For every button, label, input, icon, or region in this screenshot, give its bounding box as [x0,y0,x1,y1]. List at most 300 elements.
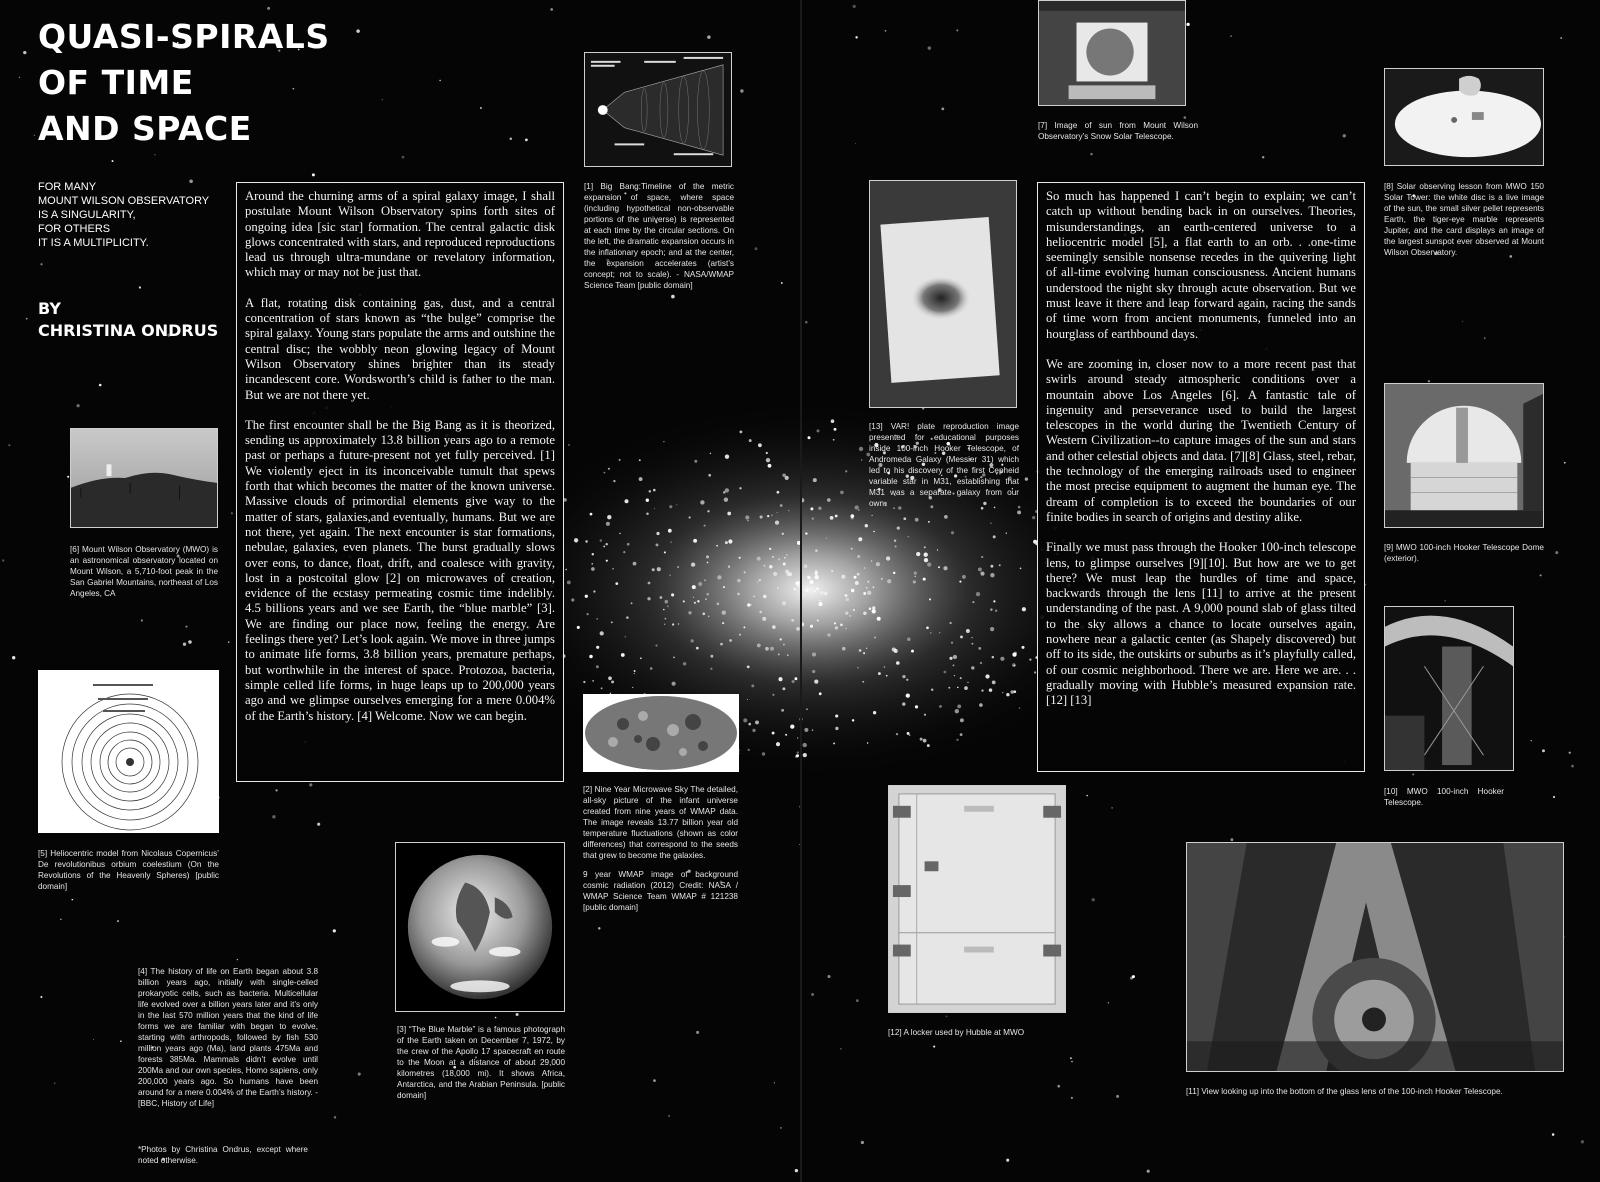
galaxy-star [763,595,766,598]
galaxy-star [773,572,777,576]
galaxy-star [782,601,786,605]
title-line: OF TIME [38,63,194,102]
galaxy-star [846,598,850,602]
galaxy-star [916,552,920,556]
galaxy-star [700,500,704,504]
galaxy-star [758,443,762,447]
galaxy-star [781,709,784,712]
galaxy-star [745,515,749,519]
galaxy-star [783,563,786,566]
andromeda-plate-image [869,180,1017,408]
galaxy-star [793,588,796,591]
galaxy-star [881,578,883,580]
galaxy-star [923,739,927,743]
galaxy-star [990,573,994,577]
galaxy-star [814,679,818,683]
hooker-telescope-image [1384,606,1514,771]
galaxy-star [585,595,588,598]
star [1571,765,1574,768]
galaxy-star [908,536,910,538]
galaxy-star [992,656,995,659]
galaxy-star [707,510,709,512]
galaxy-star [869,607,872,610]
galaxy-star [646,499,649,502]
galaxy-star [704,579,706,581]
galaxy-star [981,689,983,691]
galaxy-star [859,447,863,451]
galaxy-star [663,441,664,442]
paragraph: Finally we must pass through the Hooker 100-inch telescope lens, to glimpse ourselves [9][10]. But how are we to get there? We must leap the hurdles of time and space, backwards through the lens [11] to arrive at the present understanding of the past. A 9,000 pound slab of glass tilted to the sky allows a chance to locate ourselves again, nowhere near a galactic center (as Shapely discovered) but off to its side, the outskirts or suburbs as it’s playfully called, of our cosmic neighborhood. There we are. Here we are. . . gradually moving with Hubble’s measured expansion rate.[12] [13] [1046,540,1356,708]
caption-hubble-locker [888,1027,1066,1038]
star [941,108,944,111]
galaxy-star [826,538,827,539]
galaxy-star [723,586,725,588]
galaxy-star [728,539,732,543]
galaxy-star [604,472,606,474]
caption-hooker-telescope [1384,786,1504,808]
galaxy-star [772,556,774,558]
star [141,619,143,621]
galaxy-star [927,744,930,747]
galaxy-star [849,615,851,617]
galaxy-star [852,719,854,721]
galaxy-star [971,643,973,645]
galaxy-star [571,598,574,601]
galaxy-star [876,562,880,566]
galaxy-star [601,687,603,689]
galaxy-star [697,600,699,602]
star [1132,975,1135,978]
star [1090,153,1092,155]
galaxy-star [841,575,845,579]
galaxy-star [818,602,822,606]
galaxy-star [780,504,783,507]
galaxy-star [631,602,633,604]
galaxy-star [791,619,794,622]
star [855,143,856,144]
galaxy-star [757,643,761,647]
galaxy-star [993,600,995,602]
galaxy-star [724,498,728,502]
galaxy-star [648,582,651,585]
star [312,173,315,176]
galaxy-star [777,588,778,589]
galaxy-star [937,549,938,550]
galaxy-star [980,662,982,664]
galaxy-star [776,742,780,746]
galaxy-star [633,562,637,566]
galaxy-star [929,598,931,600]
galaxy-star [634,670,636,672]
paragraph: Around the churning arms of a spiral galaxy image, I shall postulate Mount Wilson Observatory spins forth sites of ongoing idea [sic star] formation. The central galactic disk glows concentrated with stars, and reproduced reproductions lead us through ultra-mundane or revelatory information, which may or may not be just that. [245,189,555,280]
galaxy-star [906,679,908,681]
galaxy-star [585,540,587,542]
galaxy-star [782,474,785,477]
star [797,751,799,753]
galaxy-star [817,619,819,621]
galaxy-star [824,592,828,596]
star [1184,116,1187,119]
caption-text: [5] Heliocentric model from Nicolaus Copernicus’ De revolutionibus orbium coelestium (On the Revolutions of the Heavenly Spheres) [public domain] [38,849,219,891]
star [1057,1085,1060,1088]
star [598,927,600,929]
star [154,154,155,155]
title-line: AND SPACE [38,109,252,148]
galaxy-star [813,478,817,482]
star [1230,838,1233,841]
star [267,7,270,10]
galaxy-star [567,580,571,584]
caption-andromeda-plate [869,421,1019,509]
star [356,29,360,33]
galaxy-star [827,498,831,502]
star [1262,156,1264,158]
galaxy-star [1022,607,1026,611]
galaxy-star [772,732,775,735]
star [774,1082,775,1083]
galaxy-star [820,591,823,594]
galaxy-star [873,711,876,714]
star [885,30,887,32]
galaxy-star [739,634,741,636]
galaxy-star [951,642,953,644]
tagline-line: FOR MANY [38,181,97,193]
galaxy-star [780,638,782,640]
tagline-line: IS A SINGULARITY, [38,209,136,221]
galaxy-star [794,677,797,680]
galaxy-star [646,512,649,515]
galaxy-star [957,687,959,689]
galaxy-star [683,662,686,665]
galaxy-star [769,548,771,550]
galaxy-star [924,546,926,548]
galaxy-star [759,611,762,614]
article-tagline [38,180,238,250]
galaxy-star [775,521,779,525]
galaxy-star [729,639,732,642]
galaxy-star [778,558,780,560]
galaxy-star [589,655,593,659]
galaxy-star [753,596,755,598]
star [1147,1170,1150,1173]
galaxy-star [1020,568,1022,570]
star [19,77,20,78]
galaxy-star [751,684,754,687]
star [1111,807,1113,809]
star [1555,551,1558,554]
caption-text: [13] VAR! plate reproduction image presented for educational purposes inside 100-inch Hooker Telescope, of Andromeda Galaxy (Messier 31) which led to his discovery of the first Cepheid variable star in M31, establishing that M31 was a separate galaxy from our own. [869,422,1019,508]
caption-history-of-life [138,966,318,1109]
galaxy-star [688,611,691,614]
star [23,51,26,54]
galaxy-star [711,655,714,658]
galaxy-star [626,616,629,619]
right-body-text [1037,182,1365,772]
galaxy-star [1014,665,1015,666]
caption-wmap [583,784,738,913]
galaxy-star [1034,671,1036,673]
star [811,993,814,996]
caption-text: [1] Big Bang:Timeline of the metric expansion of space, where space (including hypothetical non-observable portions of the universe) is represented at each time by the circular sections. On the left, the dramatic expansion occurs in the inflationary epoch; and at the center, the expansion accelerates (artist’s concept; not to scale). - NASA/WMAP Science Team [public domain] [584,182,734,290]
galaxy-star [720,643,723,646]
galaxy-star [851,548,853,550]
star [1542,749,1545,752]
galaxy-star [606,560,608,562]
galaxy-star [706,555,709,558]
galaxy-star [722,611,726,615]
galaxy-star [619,459,621,461]
galaxy-star [728,565,730,567]
galaxy-star [705,598,707,600]
galaxy-star [778,677,782,681]
star [2,559,4,561]
star [740,89,743,92]
galaxy-star [953,655,957,659]
galaxy-star [640,657,642,659]
star [668,1115,670,1117]
galaxy-star [867,581,869,583]
star [1412,773,1414,775]
galaxy-star [755,720,759,724]
galaxy-star [762,752,765,755]
galaxy-star [872,609,876,613]
galaxy-star [943,566,947,570]
star [1569,752,1571,754]
star [1444,600,1446,602]
galaxy-star [716,545,718,547]
paragraph: The first encounter shall be the Big Bang as it is theorized, sending us approximately 13.8 billion years ago to a remote past or perhaps a future-present not yet fully perceived. [1] We violently eject in its inconceivable tumult that spews forth that which becomes the matter of the known universe. Massive clouds of primordial elements give way to the matter of stars, galaxies,and eventually, humans. But we are not there, yet again. The next encounter is star formations, nebulae, galaxies, even planets. The burst gradually slows over eons, to dance, float, drift, and coalesce with gravity, lost in a postcoital glow [2] on microwaves of creation, evidence of the ecstasy permeating cosmic time indelibly. 4.5 billions years and we see Earth, the “blue marble” [3]. We are finding our place now, feeling the energy. Are feelings there yet? Let’s look again. We move in three jumps to animate life forms, 3.8 billion years, premature perhaps, but worthwhile in the interest of space. Protozoa, bacteria, simple celled life forms, in huge leaps up to 200,000 years ago and we glimpse ourselves emerging for a mere 0.004% of the Earth’s history. [4] Welcome. Now we can begin. [245,417,555,723]
galaxy-star [706,593,709,596]
star [60,919,61,920]
star [1071,1061,1073,1063]
galaxy-star [913,580,916,583]
galaxy-star [834,428,837,431]
hooker-dome-image [1384,383,1544,528]
galaxy-star [873,531,875,533]
galaxy-star [948,687,950,689]
star [669,505,672,508]
star [1070,1057,1072,1059]
galaxy-star [808,436,811,439]
galaxy-star [924,714,926,716]
star [510,137,513,140]
star [671,295,675,299]
galaxy-star [771,514,773,516]
galaxy-star [1012,663,1016,667]
galaxy-star [677,566,679,568]
galaxy-star [978,567,982,571]
galaxy-star [981,556,983,558]
galaxy-star [694,602,696,604]
star [228,641,230,643]
galaxy-star [717,575,721,579]
galaxy-star [959,581,961,583]
galaxy-star [659,596,662,599]
galaxy-star [707,562,709,564]
galaxy-star [878,672,881,675]
galaxy-star [691,562,695,566]
galaxy-star [815,575,819,579]
galaxy-star [615,582,618,585]
galaxy-star [776,512,777,513]
galaxy-star [816,429,819,432]
galaxy-star [752,729,755,732]
galaxy-star [992,681,996,685]
galaxy-star [845,611,848,614]
galaxy-star [884,666,886,668]
article-byline [38,298,228,342]
galaxy-star [814,590,816,592]
galaxy-star [743,626,745,628]
blue-marble-image [395,842,565,1012]
galaxy-star [739,557,741,559]
galaxy-star [665,600,669,604]
galaxy-star [765,647,769,651]
galaxy-star [938,566,940,568]
galaxy-star [1025,477,1028,480]
galaxy-star [634,673,635,674]
galaxy-star [810,625,813,628]
page-gutter [800,0,802,1182]
galaxy-star [926,626,929,629]
galaxy-star [608,676,612,680]
galaxy-star [619,533,621,535]
star [12,656,15,659]
galaxy-star [805,588,809,592]
galaxy-star [772,694,774,696]
star [1553,796,1555,798]
star [67,476,69,478]
galaxy-star [1017,510,1021,514]
galaxy-star [1006,693,1009,696]
galaxy-star [757,582,758,583]
star [139,286,141,288]
star [1531,740,1532,741]
galaxy-star [927,563,931,567]
star [72,899,74,901]
sun-image [1038,0,1186,106]
galaxy-star [903,517,906,520]
galaxy-star [871,515,872,516]
galaxy-star [971,666,974,669]
star [861,1141,864,1144]
tagline-line: IT IS A MULTIPLICITY. [38,237,149,249]
galaxy-star [591,563,592,564]
galaxy-star [691,639,694,642]
galaxy-star [639,477,643,481]
galaxy-star [866,587,867,588]
galaxy-star [574,538,578,542]
galaxy-star [739,487,741,489]
galaxy-star [748,749,750,751]
star [747,699,748,700]
caption-sun-image [1038,120,1198,142]
galaxy-star [702,612,705,615]
galaxy-star [930,632,931,633]
star [907,732,910,735]
star [8,444,10,446]
galaxy-star [747,520,749,522]
galaxy-star [664,624,665,625]
galaxy-star [909,734,911,736]
solar-lesson-image [1384,68,1544,166]
galaxy-star [565,569,567,571]
galaxy-star [863,652,865,654]
tagline-line: MOUNT WILSON OBSERVATORY [38,195,210,207]
galaxy-star [769,565,773,569]
galaxy-star [655,645,657,647]
star [1564,462,1566,464]
galaxy-star [835,714,838,717]
star [1092,898,1095,901]
star [1108,1002,1109,1003]
star [856,999,859,1002]
galaxy-star [866,648,867,649]
star [827,975,830,978]
galaxy-star [627,543,630,546]
star [516,1013,519,1016]
galaxy-star [606,543,608,545]
star [54,1083,55,1084]
galaxy-star [872,606,875,609]
star [944,671,947,674]
star [989,688,993,692]
galaxy-star [673,657,675,659]
star [956,739,958,741]
galaxy-star [704,525,706,527]
galaxy-star [893,572,896,575]
galaxy-star [957,704,961,708]
star [1581,1140,1584,1143]
mount-wilson-image [70,428,218,528]
galaxy-star [923,578,926,581]
caption-heliocentric [38,848,219,892]
galaxy-star [873,586,875,588]
galaxy-star [871,560,872,561]
star [782,533,784,535]
galaxy-star [833,742,835,744]
caption-text: [11] View looking up into the bottom of the glass lens of the 100-inch Hooker Telescope. [1186,1087,1503,1096]
galaxy-star [1002,692,1003,693]
galaxy-star [810,507,813,510]
galaxy-star [1010,690,1014,694]
galaxy-star [668,529,672,533]
galaxy-star [831,419,835,423]
galaxy-star [964,686,968,690]
galaxy-star [894,649,898,653]
galaxy-star [812,653,816,657]
star [1552,1133,1555,1136]
galaxy-star [966,629,970,633]
star [1484,337,1486,339]
galaxy-star [692,585,696,589]
caption-telescope-lens [1186,1086,1564,1097]
galaxy-star [760,515,763,518]
galaxy-star [625,636,626,637]
galaxy-star [652,568,655,571]
galaxy-star [663,609,664,610]
galaxy-star [587,613,589,615]
galaxy-star [696,647,699,650]
galaxy-star [990,523,991,524]
star [358,1073,361,1076]
galaxy-star [857,555,860,558]
star [334,1116,336,1118]
galaxy-star [632,687,633,688]
star [676,504,677,505]
paragraph: A flat, rotating disk containing gas, dust, and a central concentration of stars known as “the bulge” comprise the spiral galaxy. Young stars populate the arms and outshine the central disc; the wobbly neon glowing legacy of Mount Wilson Observatory shines brighter than its steady incandescent core. Wordsworth’s child is father to the man. But we are not there yet. [245,295,555,402]
galaxy-star [757,557,761,561]
